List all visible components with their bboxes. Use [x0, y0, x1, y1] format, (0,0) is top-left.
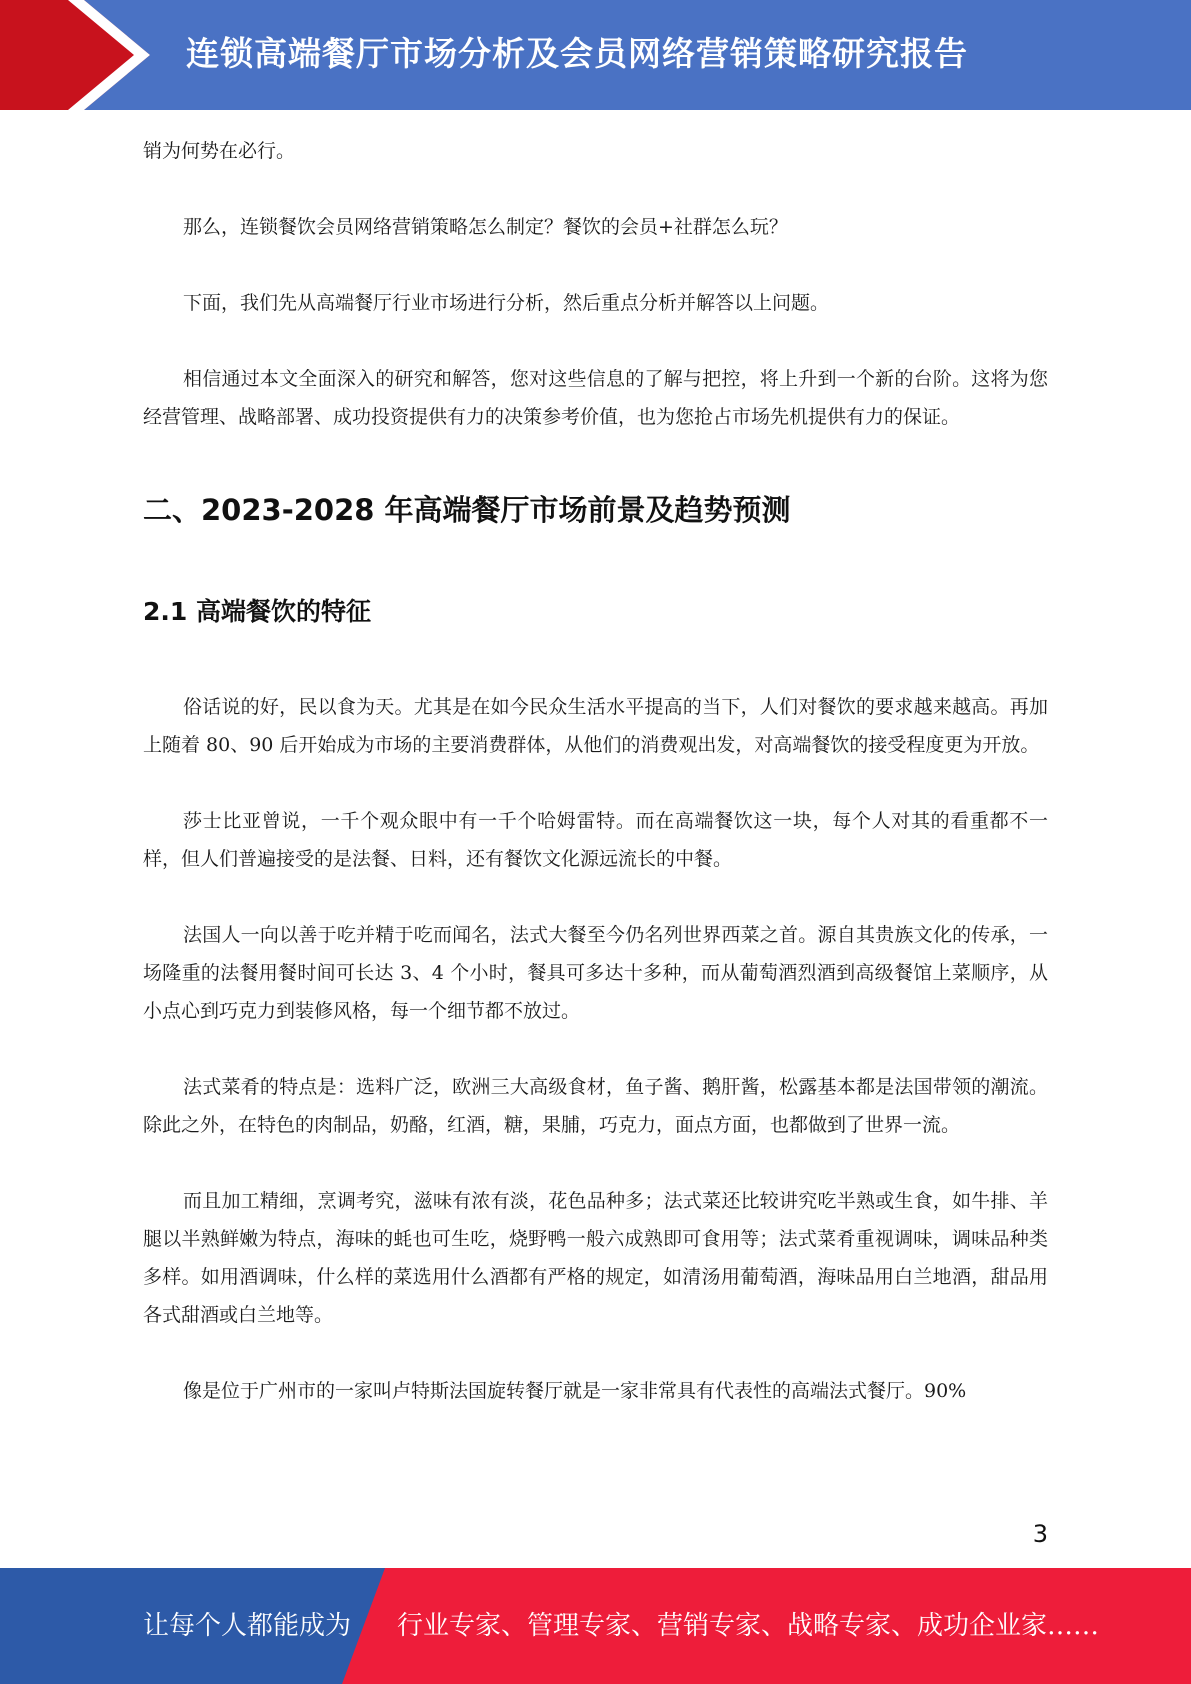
paragraph: 俗话说的好，民以食为天。尤其是在如今民众生活水平提高的当下，人们对餐饮的要求越来越高。再加上随着 80、90 后开始成为市场的主要消费群体，从他们的消费观出发，对高端餐饮的接受程度更为开放。	[143, 696, 1048, 756]
footer-slogan-right: 行业专家、管理专家、营销专家、战略专家、成功企业家……	[397, 1611, 1100, 1641]
paragraph: 莎士比亚曾说，一千个观众眼中有一千个哈姆雷特。而在高端餐饮这一块，每个人对其的看重都不一样，但人们普遍接受的是法餐、日料，还有餐饮文化源远流长的中餐。	[143, 810, 1048, 870]
header-red-arrow	[0, 0, 150, 110]
subsection-heading: 2.1 高端餐饮的特征	[143, 597, 371, 626]
page-number: 3	[1032, 1520, 1048, 1548]
section-heading: 二、2023-2028 年高端餐厅市场前景及趋势预测	[143, 493, 791, 527]
paragraph: 法国人一向以善于吃并精于吃而闻名，法式大餐至今仍名列世界西菜之首。源自其贵族文化的传承，一场隆重的法餐用餐时间可长达 3、4 个小时，餐具可多达十多种，而从葡萄酒烈酒到高级餐馆上菜顺序，从小点心到巧克力到装修风格，每一个细节都不放过。	[143, 924, 1048, 1022]
paragraph: 下面，我们先从高端餐厅行业市场进行分析，然后重点分析并解答以上问题。	[183, 292, 830, 314]
paragraph: 相信通过本文全面深入的研究和解答，您对这些信息的了解与把控，将上升到一个新的台阶。这将为您经营管理、战略部署、成功投资提供有力的决策参考价值，也为您抢占市场先机提供有力的保证。	[143, 368, 1048, 428]
paragraph: 那么，连锁餐饮会员网络营销策略怎么制定？餐饮的会员+社群怎么玩？	[183, 216, 788, 238]
page-footer	[0, 1568, 1191, 1684]
document-body	[143, 132, 1048, 1410]
paragraph: 而且加工精细，烹调考究，滋味有浓有淡，花色品种多；法式菜还比较讲究吃半熟或生食，如牛排、羊腿以半熟鲜嫩为特点，海味的蚝也可生吃，烧野鸭一般六成熟即可食用等；法式菜肴重视调味，调味品种类多样。如用酒调味，什么样的菜选用什么酒都有严格的规定，如清汤用葡萄酒，海味品用白兰地酒，甜品用各式甜酒或白兰地等。	[143, 1190, 1048, 1326]
paragraph: 像是位于广州市的一家叫卢特斯法国旋转餐厅就是一家非常具有代表性的高端法式餐厅。90%	[183, 1380, 967, 1402]
page-header	[0, 0, 1191, 110]
report-title: 连锁高端餐厅市场分析及会员网络营销策略研究报告	[186, 34, 968, 73]
footer-slogan-left: 让每个人都能成为	[143, 1611, 352, 1641]
paragraph-continued: 销为何势在必行。	[143, 140, 296, 162]
paragraph: 法式菜肴的特点是：选料广泛，欧洲三大高级食材，鱼子酱、鹅肝酱，松露基本都是法国带领的潮流。除此之外，在特色的肉制品，奶酪，红酒，糖，果脯，巧克力，面点方面，也都做到了世界一流。	[143, 1076, 1048, 1136]
